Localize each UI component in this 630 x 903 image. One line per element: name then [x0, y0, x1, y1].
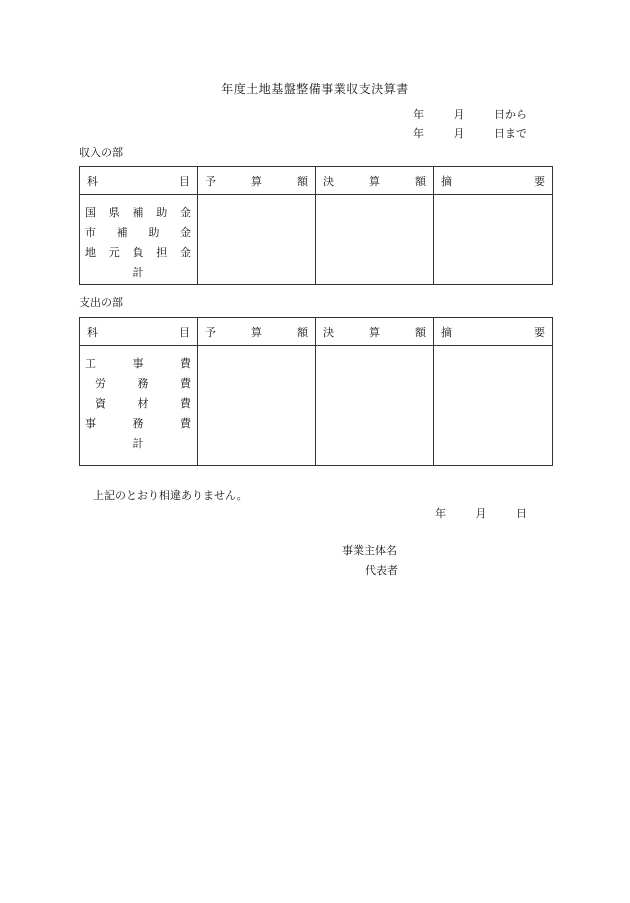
- organization-label: 事業主体名: [342, 544, 397, 557]
- expense-item-materials: 資 材 費: [95, 397, 191, 410]
- header-subject: 科 目: [80, 167, 198, 195]
- income-body-row: [80, 195, 553, 285]
- period-to-month: 月: [453, 127, 465, 140]
- expense-table: [79, 317, 553, 466]
- income-settlement-cell[interactable]: [316, 195, 434, 285]
- income-items-cell: [80, 195, 198, 285]
- header-settlement: 決 算 額: [316, 318, 434, 346]
- expense-items-cell: [80, 346, 198, 466]
- income-item-prefectural-subsidy: 国 県 補 助 金: [85, 206, 191, 219]
- expense-section-label: 支出の部: [79, 296, 123, 309]
- income-budget-cell[interactable]: [198, 195, 316, 285]
- expense-settlement-cell[interactable]: [316, 346, 434, 466]
- sign-date-day: 日: [516, 507, 527, 520]
- income-item-total: 計: [132, 266, 144, 279]
- income-header-row: [80, 167, 553, 195]
- expense-header-row: [80, 318, 553, 346]
- income-section-label: 収入の部: [79, 146, 123, 159]
- sign-date-month: 月: [475, 507, 487, 520]
- income-item-city-subsidy: 市 補 助 金: [85, 226, 191, 239]
- sign-date-year: 年: [435, 507, 446, 520]
- header-budget: 予 算 額: [198, 167, 316, 195]
- income-item-local-contribution: 地 元 負 担 金: [85, 246, 191, 259]
- period-from-day: 日から: [494, 108, 527, 121]
- period-to: [413, 125, 527, 141]
- income-table: [79, 166, 553, 285]
- period-from-year: 年: [413, 108, 424, 121]
- expense-body-row: [80, 346, 553, 466]
- period-from: [413, 106, 527, 122]
- income-remarks-cell[interactable]: [434, 195, 553, 285]
- header-remarks: 摘 要: [434, 318, 553, 346]
- sign-date: [435, 505, 527, 521]
- header-settlement: 決 算 額: [316, 167, 434, 195]
- period-to-year: 年: [413, 127, 424, 140]
- expense-item-total: 計: [132, 437, 144, 450]
- period-from-month: 月: [453, 108, 465, 121]
- expense-item-construction: 工 事 費: [85, 357, 191, 370]
- document-title: 年度土地基盤整備事業収支決算書: [221, 82, 409, 96]
- period-to-day: 日まで: [494, 127, 527, 140]
- expense-budget-cell[interactable]: [198, 346, 316, 466]
- expense-item-office: 事 務 費: [85, 417, 191, 430]
- confirmation-statement: 上記のとおり相違ありません。: [93, 489, 248, 502]
- header-remarks: 摘 要: [434, 167, 553, 195]
- representative-label: 代表者: [365, 564, 398, 577]
- header-subject: 科 目: [80, 318, 198, 346]
- expense-item-labor: 労 務 費: [95, 377, 191, 390]
- expense-remarks-cell[interactable]: [434, 346, 553, 466]
- header-budget: 予 算 額: [198, 318, 316, 346]
